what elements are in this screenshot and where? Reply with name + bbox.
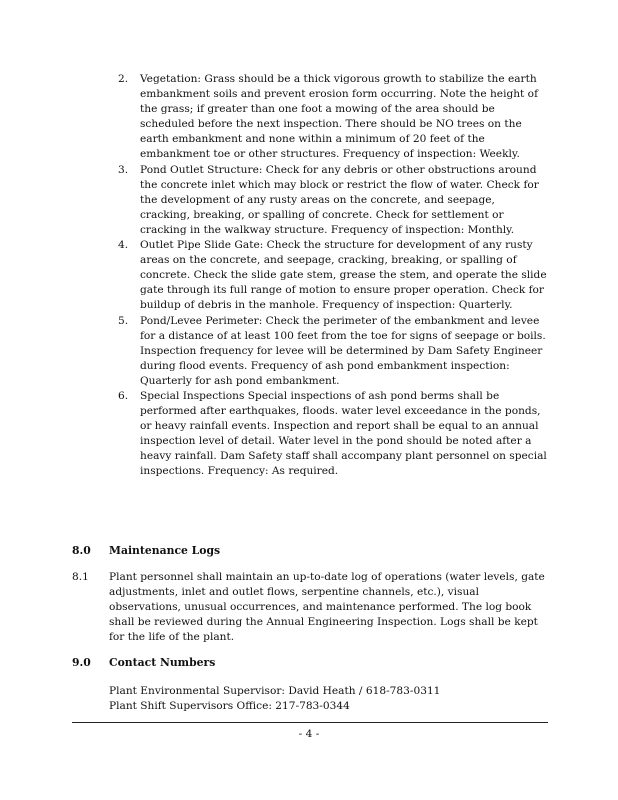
paragraph-8-1 [72,570,548,645]
list-item-number: 6. [118,389,129,402]
list-item-text: Pond/Levee Perimeter: Check the perimeter of the embankment and levee for a distance of at least 100 feet from the toe for signs of seepage or boils. Inspection frequency for levee will be determined by Dam Safety Engineer during flood events. Frequency of ash pond embankment inspection: Quarterly for ash pond embankment. [140,314,546,387]
paragraph-text: Plant personnel shall maintain an up-to-date log of operations (water levels, gate adjustments, inlet and outlet flows, serpentine channels, etc.), visual observations, unusual occurrences, and maintenance performed. The log book shall be reviewed during the Annual Engineering Inspection. Logs shall be kept for the life of the plant. [109,571,545,644]
list-item-text: Pond Outlet Structure: Check for any debris or other obstructions around the concrete inlet which may block or restrict the flow of water. Check for the development of any rusty areas on the concrete, and seepage, cracking, breaking, or spalling of concrete. Check for settlement or cracking in the walkway structure. Frequency of inspection: Monthly. [140,163,539,236]
section-number: 8.0 [72,544,91,557]
section-heading-maintenance-logs [72,544,220,557]
paragraph-number: 8.1 [72,571,89,583]
list-item [118,238,548,313]
list-item-number: 5. [118,314,129,327]
section-number: 9.0 [72,656,91,669]
contact-list [109,684,440,714]
list-item-number: 3. [118,163,129,176]
list-item [118,389,548,480]
list-item [118,72,548,163]
list-item-number: 2. [118,73,129,85]
section-title: Contact Numbers [109,656,216,669]
list-item [118,163,548,238]
list-item-text: Vegetation: Grass should be a thick vigorous growth to stabilize the earth embankment soils and prevent erosion form occurring. Note the height of the grass; if greater than one foot a mowing of the area should be scheduled before the next inspection. There should be NO trees on the earth embankment and none within a minimum of 20 feet of the embankment toe or other structures. Frequency of inspection: Weekly. [140,73,538,161]
page-number: - 4 - [298,728,320,740]
section-heading-contact-numbers [72,656,215,669]
section-title: Maintenance Logs [109,544,221,557]
list-item-text: Outlet Pipe Slide Gate: Check the structure for development of any rusty areas on the concrete, and seepage, cracking, breaking, or spalling of concrete. Check the slide gate stem, grease the stem, and operate the slide gate through its full range of motion to ensure proper operation. Check for buildup of debris in the manhole. Frequency of inspection: Quarterly. [140,239,547,312]
list-item [118,314,548,389]
contact-line: Plant Environmental Supervisor: David Heath / 618-783-0311 [109,685,441,697]
inspection-list [118,72,548,480]
list-item-text: Special Inspections Special inspections of ash pond berms shall be performed after earthquakes, floods. water level exceedance in the ponds, or heavy rainfall events. Inspection and report shall be equal to an annual inspection level of detail. Water level in the pond should be noted after a heavy rainfall. Dam Safety staff shall accompany plant personnel on special inspections. Frequency: As required. [140,389,547,478]
footer-divider [72,722,548,723]
list-item-number: 4. [118,239,129,252]
contact-line: Plant Shift Supervisors Office: 217-783-0344 [109,700,350,713]
